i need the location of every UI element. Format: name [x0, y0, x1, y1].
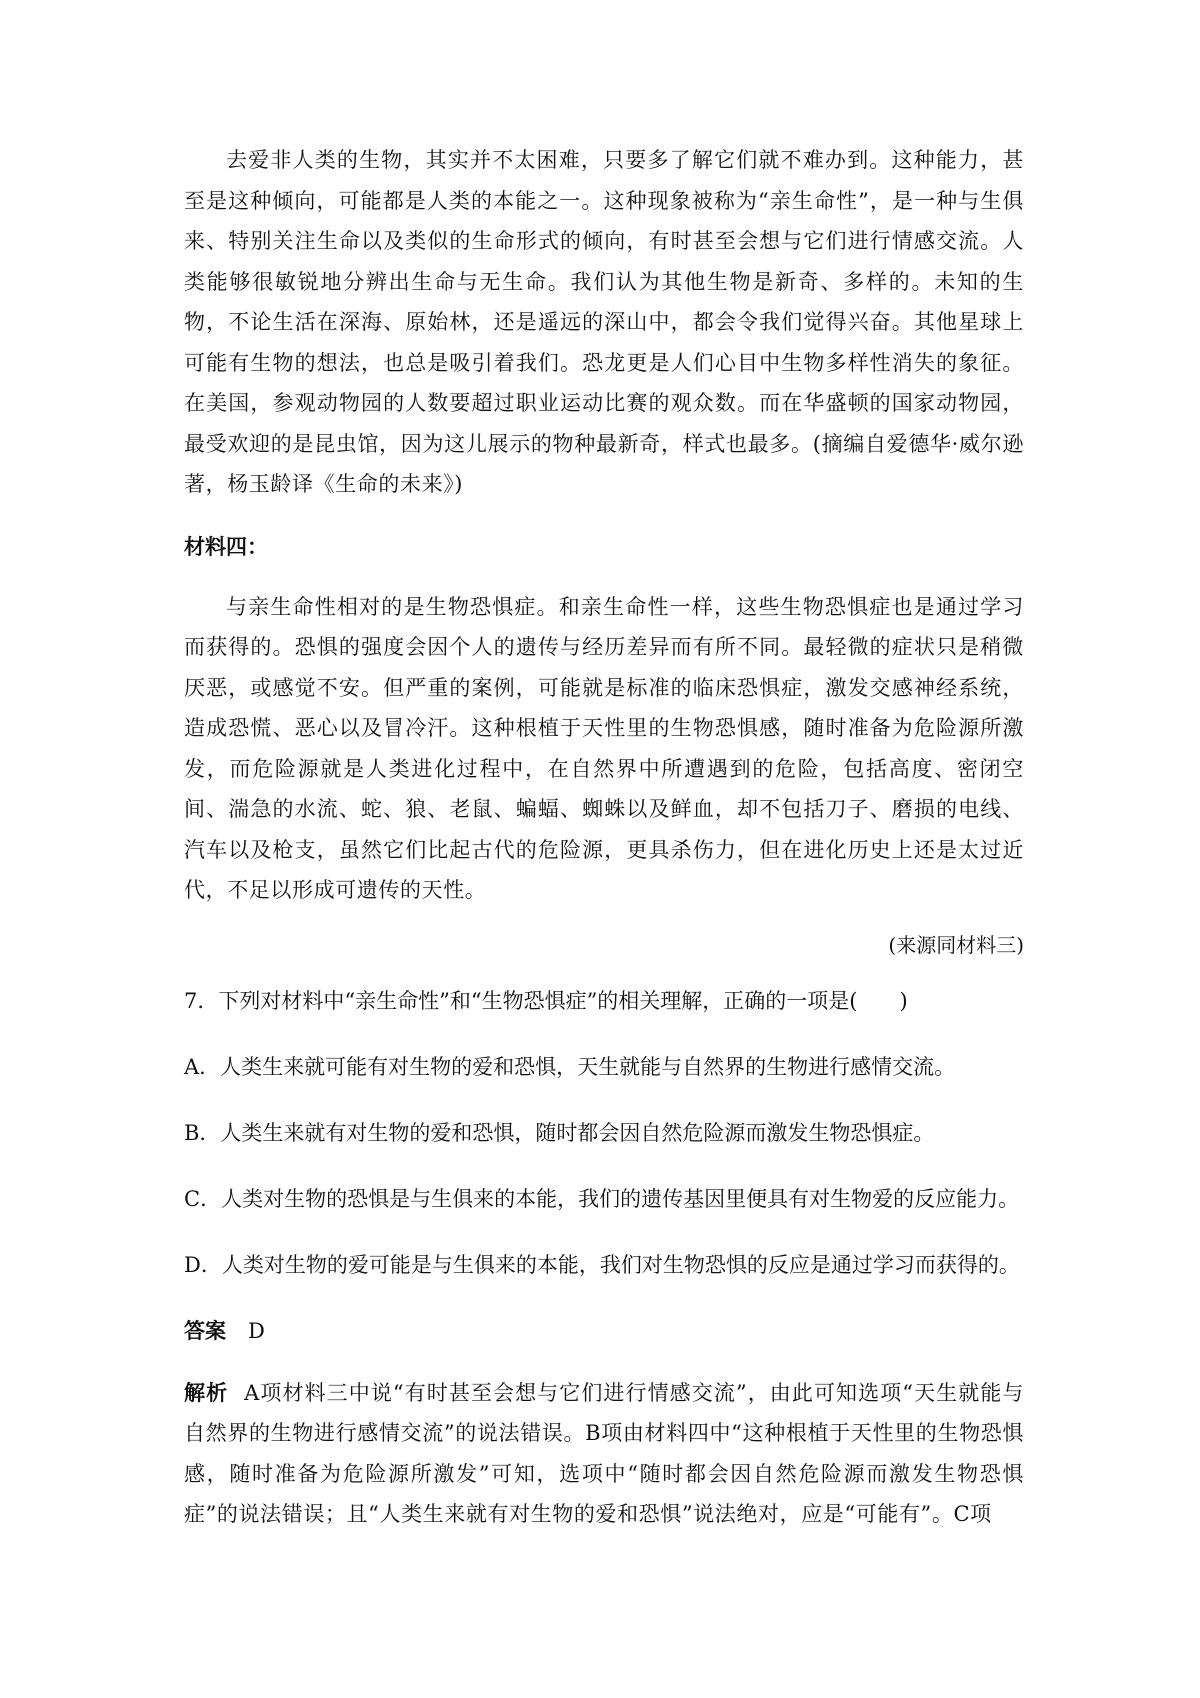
answer-line: [184, 1311, 1024, 1351]
document-page: [184, 140, 1024, 1535]
option-c: C．人类对生物的恐惧是与生俱来的本能，我们的遗传基因里便具有对生物爱的反应能力。: [184, 1186, 1020, 1211]
material3-paragraph: 去爱非人类的生物，其实并不太困难，只要多了解它们就不难办到。这种能力，甚至是这种倾向，可能都是人类的本能之一。这种现象被称为“亲生命性”，是一种与生俱来、特别关注生命以及类似的生命形式的倾向，有时甚至会想与它们进行情感交流。人类能够很敏锐地分辨出生命与无生命。我们认为其他生物是新奇、多样的。未知的生物，不论生活在深海、原始林，还是遥远的深山中，都会令我们觉得兴奋。其他星球上可能有生物的想法，也总是吸引着我们。恐龙更是人们心目中生物多样性消失的象征。在美国，参观动物园的人数要超过职业运动比赛的观众数。而在华盛顿的国家动物园，最受欢迎的是昆虫馆，因为这儿展示的物种最新奇，样式也最多。(摘编自爱德华·威尔逊著，杨玉龄译《生命的未来》): [184, 148, 1024, 496]
analysis-label: 解析: [184, 1379, 229, 1405]
option-d: D．人类对生物的爱可能是与生俱来的本能，我们对生物恐惧的反应是通过学习而获得的。: [184, 1252, 1020, 1277]
material4-paragraph: 与亲生命性相对的是生物恐惧症。和亲生命性一样，这些生物恐惧症也是通过学习而获得的。恐惧的强度会因个人的遗传与经历差异而有所不同。最轻微的症状只是稍微厌恶，或感觉不安。但严重的案例，可能就是标准的临床恐惧症，激发交感神经系统，造成恐慌、恶心以及冒冷汗。这种根植于天性里的生物恐惧感，随时准备为危险源所激发，而危险源就是人类进化过程中，在自然界中所遭遇到的危险，包括高度、密闭空间、湍急的水流、蛇、狼、老鼠、蝙蝠、蜘蛛以及鲜血，却不包括刀子、磨损的电线、汽车以及枪支，虽然它们比起古代的危险源，更具杀伤力，但在进化历史上还是太过近代，不足以形成可遗传的天性。: [184, 594, 1024, 902]
answer-label: 答案: [184, 1317, 226, 1343]
answer-value: D: [248, 1318, 265, 1343]
analysis-paragraph: [184, 1373, 1024, 1535]
option-b: B．人类生来就有对生物的爱和恐惧，随时都会因自然危险源而激发生物恐惧症。: [184, 1120, 935, 1145]
option-a: A．人类生来就可能有对生物的爱和恐惧，天生就能与自然界的生物进行感情交流。: [184, 1054, 956, 1079]
material4-source: (来源同材料三): [888, 932, 1024, 957]
question-stem: 7．下列对材料中“亲生命性”和“生物恐惧症”的相关理解，正确的一项是( ): [184, 988, 908, 1013]
analysis-text: A项材料三中说“有时甚至会想与它们进行情感交流”，由此可知选项“天生就能与自然界的生物进行感情交流”的说法错误。B项由材料四中“这种根植于天性里的生物恐惧感，随时准备为危险源所激发”可知，选项中“随时都会因自然危险源而激发生物恐惧症”的说法错误；且“人类生来就有对生物的爱和恐惧”说法绝对，应是“可能有”。C项: [184, 1380, 1025, 1526]
material4-heading: 材料四：: [184, 533, 268, 559]
